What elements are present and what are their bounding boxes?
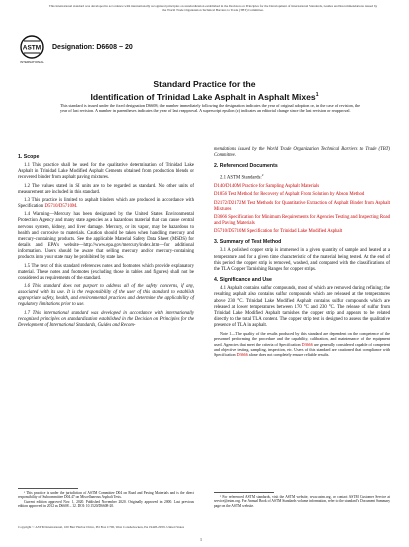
para-2-1: 2.1 ASTM Standards:$^2$ bbox=[220, 173, 264, 182]
reference-link[interactable]: D140/D140M bbox=[214, 184, 241, 190]
para-1-2: 1.2 The values stated in SI units are to be regarded as standard. No other units of measurement are included in this standard. bbox=[18, 183, 194, 195]
para-1-1: 1.1 This practice shall be used for the qualitative determination of Trinidad Lake Asphalt in Trinidad Lake Modified Asphalt Cements obtained from production blends or recovered binder from asphalt paving mixtures. bbox=[18, 163, 194, 181]
para-3-1: 3.1 A polished copper strip is immersed in a given quantity of sample and heated at a temperature and for a given time characteristic of the material being tested. At the end of this period the copper strip is removed, washed, and compared with the classifications of the TLA Copper Tarnishing Ranges for copper strips. bbox=[214, 248, 390, 272]
page-number: 1 bbox=[200, 537, 202, 542]
para-1-5: 1.5 The text of this standard references notes and footnotes which provide explanatory material. These notes and footnotes (excluding those in tables and figures) shall not be considered as requirements of the standard. bbox=[18, 263, 194, 281]
reference-title: Specification for Minimum Requirements for Agencies Testing and Inspecting Road and Paving Materials bbox=[214, 214, 390, 226]
reference-list bbox=[214, 184, 390, 235]
title-line-1: Standard Practice for the bbox=[153, 79, 256, 89]
left-column bbox=[18, 150, 194, 331]
reference-title: Test Method for Recovery of Asphalt From Solution by Abson Method bbox=[227, 192, 365, 198]
para-1-3: 1.3 This practice is limited to asphalt binders which are produced in accordance with Specification D5710/D5710M. bbox=[18, 197, 194, 210]
reference-item bbox=[214, 215, 390, 227]
reference-link[interactable]: D5710/D5710M bbox=[214, 229, 246, 235]
designation: Designation: D6608 − 20 bbox=[52, 44, 133, 51]
reference-link[interactable]: D2172/D2172M bbox=[214, 200, 246, 206]
ref-link-d3666-2[interactable]: D3666 bbox=[236, 351, 248, 357]
referenced-docs-heading: 2. Referenced Documents bbox=[214, 163, 278, 170]
title-line-2: Identification of Trinidad Lake Asphalt in Asphalt Mixes$^1$ bbox=[90, 91, 319, 102]
svg-text:ASTM: ASTM bbox=[22, 44, 42, 52]
summary-heading: 3. Summary of Test Method bbox=[214, 239, 282, 246]
reference-item bbox=[214, 184, 390, 190]
tbt-notice: This international standard was developed in accordance with internationally recognized principles on standardization established in the Decision on Principles for the Development of International Standards, Guides and Recommendations issued by the World Trade Organization Technical Barriers to Trade (TBT) Committee. bbox=[48, 4, 378, 12]
para-1-7-cont: mendations issued by the World Trade Organization Technical Barriers to Trade (TBT) Committee. bbox=[214, 147, 390, 159]
intro-paragraph: This standard is issued under the fixed designation D6608; the number immediately following the designation indicates the year of original adoption or, in the case of revision, the year of last revision. A number in parentheses indicates the year of last reapproval. A superscript epsilon (ε) indicates an editorial change since the last revision or reapproval. bbox=[60, 103, 360, 114]
reference-title: Specification for Trinidad Lake Modified Asphalt bbox=[245, 229, 343, 235]
para-1-7: 1.7 This international standard was developed in accordance with internationally recognized principles on standardization established in the Decision on Principles for the Development of International Standards, Guides and Recom- bbox=[18, 310, 194, 328]
reference-link[interactable]: D3666 bbox=[214, 214, 228, 220]
svg-text:INTERNATIONAL: INTERNATIONAL bbox=[20, 60, 44, 64]
reference-item bbox=[214, 201, 390, 213]
para-1-4: 1.4 Warning—Mercury has been designated by the United States Environmental Protection Agency and many state agencies as a hazardous material that can cause central nervous system, kidney, and liver damage. Mercury, or its vapor, may be hazardous to health and corrosive to materials. Caution should be taken when handling mercury and mercury-containing products. See the applicable Material Safety Data Sheet (MSDS) for details and EPA’s website—http://www.epa.gov/mercury/index.htm—for additional information. Users should be aware that selling mercury and/or mercury-containing products into your state may be prohibited by state law. bbox=[18, 212, 194, 261]
right-column bbox=[214, 147, 390, 359]
para-4-1: 4.1 Asphalt contains sulfur compounds, most of which are removed during refining; the resulting asphalt also contains sulfur compounds which are released at the temperatures above 230 °C. Trinidad Lake Modified Asphalt contains sulfur compounds which are released at lower temperatures between 170 °C and 230 °C. The release of sulfur from Trinidad Lake Modified Asphalt tarnishes the copper strip and appears to be related directly to the total TLA content. The copper strip test is designed to assess the qualitative presence of TLA in asphalt. bbox=[214, 286, 390, 329]
footnote-rule-left bbox=[18, 488, 78, 489]
reference-item bbox=[214, 192, 390, 198]
astm-logo bbox=[20, 33, 44, 65]
footnote-1: ¹ This practice is under the jurisdiction of ASTM Committee D04 on Road and Paving Materials and is the direct responsibility of Subcommittee D04.47 on Miscellaneous Asphalt Tests. Current edition approved Nov. 1, 2020. Published November 2020. Originally approved in 2000. Last previous edition approved in 2012 as D6608 – 12. DOI: 10.1520/D6608-20. bbox=[18, 491, 194, 509]
document-title bbox=[0, 79, 409, 103]
footnote-2: ² For referenced ASTM standards, visit the ASTM website, www.astm.org, or contact ASTM Customer Service at service@astm.org. For Annual Book of ASTM Standards volume information, refer to the standard’s Document Summary page on the ASTM website. bbox=[214, 495, 390, 508]
note-1: Note 1—The quality of the results produced by this standard are dependent on the competence of the personnel performing the procedure and the capability, calibration, and maintenance of the equipment used. Agencies that meet the criteria of Specification D3666 are generally considered capable of competent and objective testing, sampling, inspection, etc. Users of this standard are cautioned that compliance with Specification D3666 alone does not completely ensure reliable results. bbox=[214, 331, 390, 357]
reference-title: Practice for Sampling Asphalt Materials bbox=[240, 184, 320, 190]
copyright-line: Copyright © ASTM International, 100 Barr Harbor Drive, PO Box C700, West Conshohocken, PA 19428-2959. United States bbox=[18, 525, 185, 529]
reference-item bbox=[214, 229, 390, 235]
ref-link-d3666[interactable]: D3666 bbox=[301, 341, 313, 347]
para-1-6: 1.6 This standard does not purport to address all of the safety concerns, if any, associated with its use. It is the responsibility of the user of this standard to establish appropriate safety, health, and environmental practices and determine the applicability of regulatory limitations prior to use. bbox=[18, 283, 194, 308]
ref-link-d5710[interactable]: D5710/D5710M bbox=[44, 204, 77, 210]
reference-link[interactable]: D1856 bbox=[214, 192, 228, 198]
reference-title: Test Methods for Quantitative Extraction of Asphalt Binder from Asphalt Mixtures bbox=[214, 200, 390, 212]
scope-heading: 1. Scope bbox=[18, 154, 40, 160]
significance-heading: 4. Significance and Use bbox=[214, 277, 272, 284]
footnote-rule-right bbox=[214, 492, 274, 493]
